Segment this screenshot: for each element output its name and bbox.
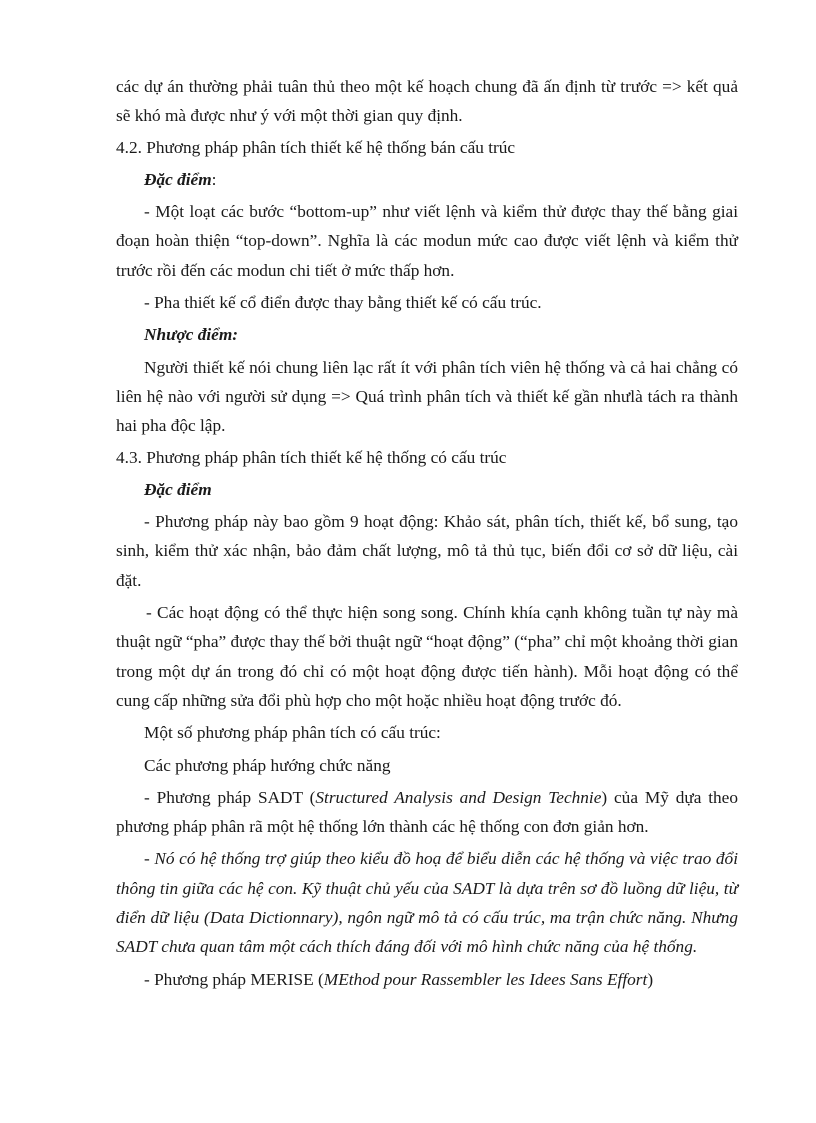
sadt-fullname: Structured Analysis and Design Technie [315,787,602,807]
label-disadvantages-text: Nhược điểm: [144,325,239,345]
label-features-colon: : [211,169,217,189]
section-heading-4-2: 4.2. Phương pháp phân tích thiết kế hệ thống bán cấu trúc [116,137,516,157]
paragraph-merise [116,965,738,994]
paragraph-some-methods: Một số phương pháp phân tích có cấu trúc: [144,723,441,743]
merise-prefix: - Phương pháp MERISE ( [144,969,324,989]
merise-suffix: ) [647,969,654,989]
paragraph-intro: các dự án thường phải tuân thủ theo một kế hoạch chung đã ấn định từ trước => kết quả sẽ khó mà được như ý với một thời gian quy định. [116,77,738,126]
sadt-prefix: - Phương pháp SADT ( [144,787,316,807]
paragraph-sadt [116,783,738,842]
label-features-2-text: Đặc điểm [144,479,212,499]
sadt-suffix: ) của Mỹ dựa theo phương pháp phân rã một hệ thống lớn thành các hệ thống con đơn giản hơn. [116,787,738,837]
section-heading-4-3: 4.3. Phương pháp phân tích thiết kế hệ thống có cấu trúc [116,447,507,467]
label-features-4-2 [116,165,738,194]
paragraph-parallel: - Các hoạt động có thể thực hiện song song. Chính khía cạnh không tuần tự này mà thuật ngữ “pha” được thay thế bởi thuật ngữ “hoạt động” (“pha” chỉ một khoảng thời gian trong một dự án trong đó chỉ có một hoạt động được tiến hành). Mỗi hoạt động có thể cung cấp những sửa đổi phù hợp cho một hoặc nhiều hoạt động trước đó. [116,603,738,710]
label-features-4-3 [116,475,738,504]
merise-fullname: MEthod pour Rassembler les Idees Sans Effort [323,969,648,989]
label-features-text: Đặc điểm [144,169,212,189]
paragraph-function-oriented: Các phương pháp hướng chức năng [144,755,391,775]
label-disadvantages [116,320,738,349]
paragraph-nine-activities: - Phương pháp này bao gồm 9 hoạt động: Khảo sát, phân tích, thiết kế, bổ sung, tạo sinh, kiểm thử xác nhận, bảo đảm chất lượng, mô tả thủ tục, biến đổi cơ sở dữ liệu, cài đặt. [116,512,738,590]
paragraph-classic-design: - Pha thiết kế cổ điển được thay bằng thiết kế có cấu trúc. [144,293,542,313]
paragraph-sadt-detail: - Nó có hệ thống trợ giúp theo kiểu đồ hoạ để biểu diễn các hệ thống và việc trao đổi thông tin giữa các hệ con. Kỹ thuật chủ yếu của SADT là dựa trên sơ đồ luồng dữ liệu, từ điển dữ liệu (Data Dictionnary), ngôn ngữ mô tả có cấu trúc, ma trận chức năng. Nhưng SADT chưa quan tâm một cách thích đáng đối với mô hình chức năng của hệ thống. [116,849,738,957]
paragraph-disadvantages: Người thiết kế nói chung liên lạc rất ít với phân tích viên hệ thống và cả hai chẳng có liên hệ nào với người sử dụng => Quá trình phân tích và thiết kế gần nhưlà tách ra thành hai pha độc lập. [116,357,738,436]
document-page [116,72,738,994]
paragraph-bottom-up: - Một loạt các bước “bottom-up” như viết lệnh và kiểm thử được thay thế bằng giai đoạn hoàn thiện “top-down”. Nghĩa là các modun mức cao được viết lệnh và kiểm thử trước rồi đến các modun chi tiết ở mức thấp hơn. [116,202,738,280]
